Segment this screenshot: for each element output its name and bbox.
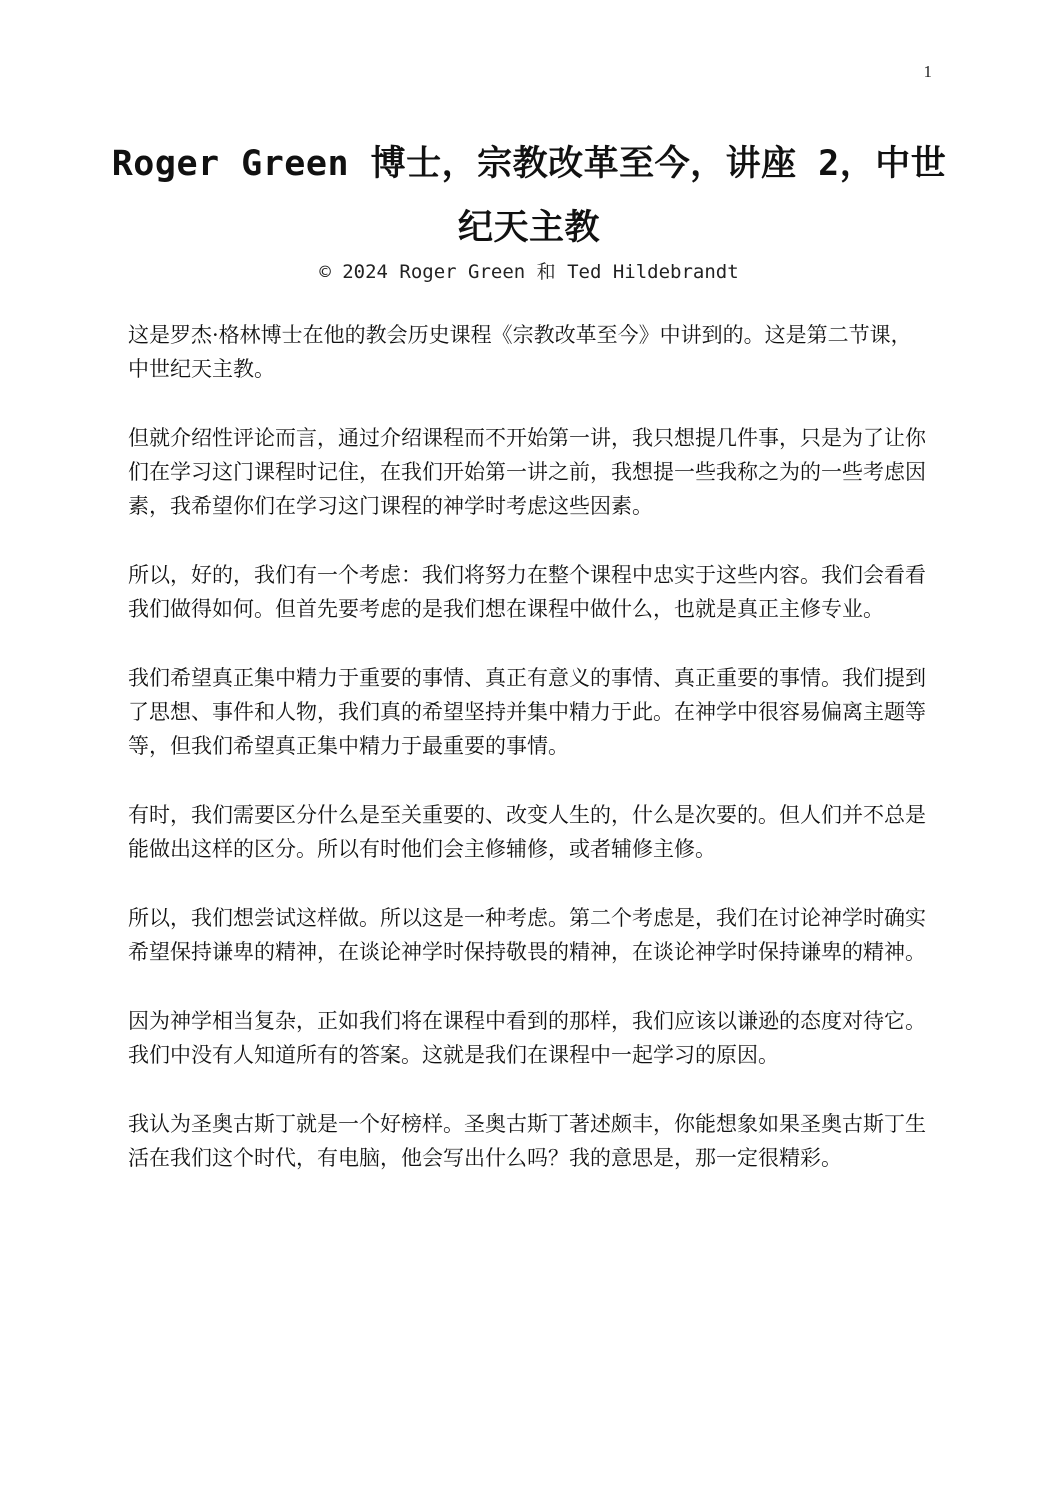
paragraph: 这是罗杰·格林博士在他的教会历史课程《宗教改革至今》中讲到的。这是第二节课，中世纪天主教。 <box>128 323 912 381</box>
paragraph: 所以，好的，我们有一个考虑：我们将努力在整个课程中忠实于这些内容。我们会看看我们做得如何。但首先要考虑的是我们想在课程中做什么，也就是真正主修专业。 <box>128 563 926 621</box>
page-number: 1 <box>923 62 932 81</box>
paragraph: 我们希望真正集中精力于重要的事情、真正有意义的事情、真正重要的事情。我们提到了思想、事件和人物，我们真的希望坚持并集中精力于此。在神学中很容易偏离主题等等，但我们希望真正集中精力于最重要的事情。 <box>128 666 926 758</box>
paragraph: 但就介绍性评论而言，通过介绍课程而不开始第一讲，我只想提几件事，只是为了让你们在学习这门课程时记住，在我们开始第一讲之前，我想提一些我称之为的一些考虑因素，我希望你们在学习这门课程的神学时考虑这些因素。 <box>128 426 926 518</box>
paragraph: 所以，我们想尝试这样做。所以这是一种考虑。第二个考虑是，我们在讨论神学时确实希望保持谦卑的精神，在谈论神学时保持敬畏的精神，在谈论神学时保持谦卑的精神。 <box>128 906 926 964</box>
document-title: Roger Green 博士，宗教改革至今，讲座 2，中世纪天主教 <box>111 144 947 248</box>
paragraph: 因为神学相当复杂，正如我们将在课程中看到的那样，我们应该以谦逊的态度对待它。我们中没有人知道所有的答案。这就是我们在课程中一起学习的原因。 <box>128 1009 926 1067</box>
copyright-line: © 2024 Roger Green 和 Ted Hildebrandt <box>319 261 739 283</box>
paragraph: 有时，我们需要区分什么是至关重要的、改变人生的，什么是次要的。但人们并不总是能做出这样的区分。所以有时他们会主修辅修，或者辅修主修。 <box>128 803 926 861</box>
document-body <box>128 318 928 1210</box>
paragraph: 我认为圣奥古斯丁就是一个好榜样。圣奥古斯丁著述颇丰，你能想象如果圣奥古斯丁生活在我们这个时代，有电脑，他会写出什么吗？我的意思是，那一定很精彩。 <box>128 1112 926 1170</box>
